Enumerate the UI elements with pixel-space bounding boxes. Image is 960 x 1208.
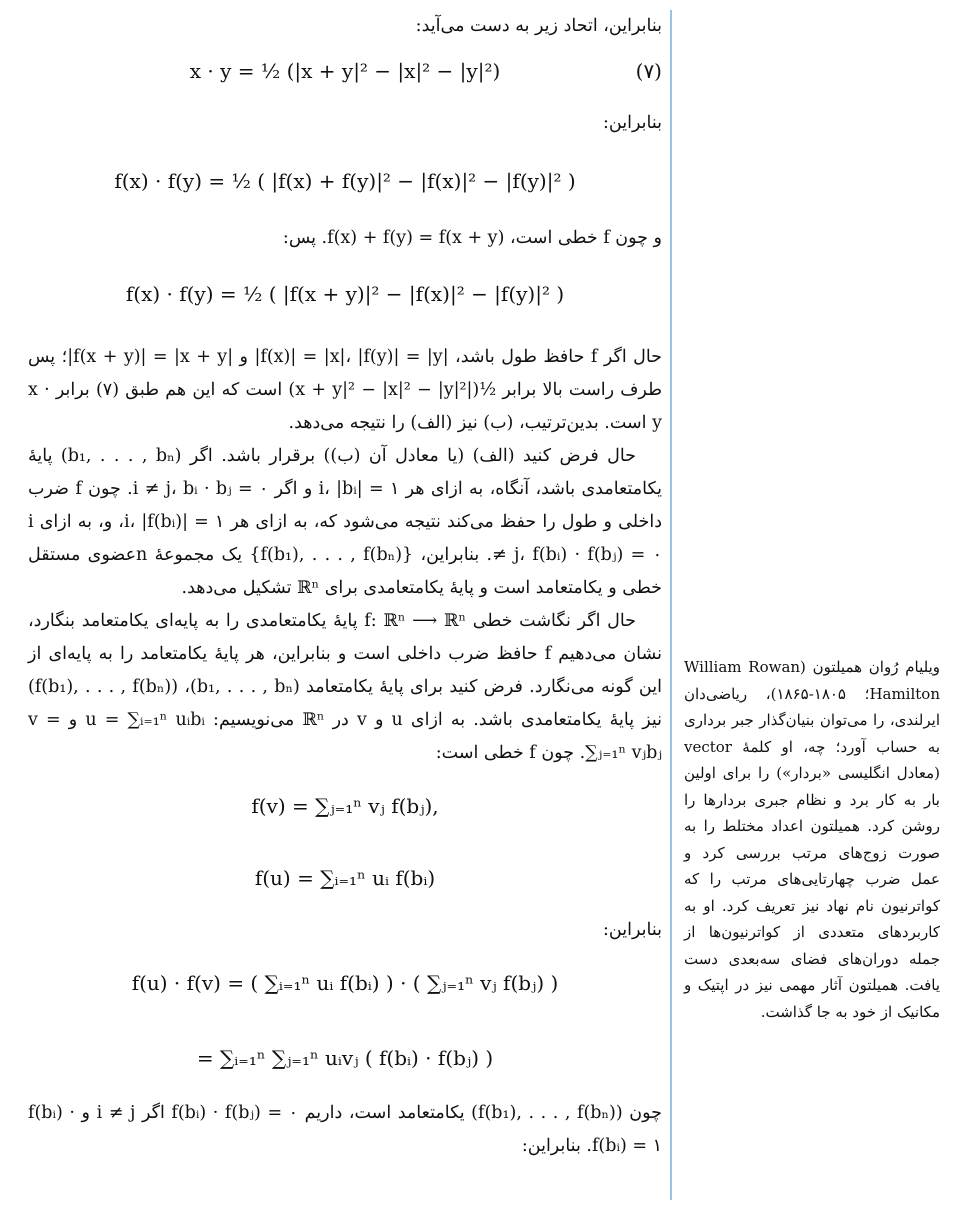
equation-double-sum: = ∑ᵢ₌₁ⁿ ∑ⱼ₌₁ⁿ uᵢvⱼ ( f(bᵢ) · f(bⱼ) ) [196, 1046, 494, 1070]
paragraph-identity-intro: بنابراین، اتحاد زیر به دست می‌آید: [415, 16, 662, 36]
paragraph-orthonormal-basis: حال فرض کنید (الف) (یا معادل آن (ب)) برقرار باشد. اگر (b₁, . . . , bₙ) پایهٔ یکامتعامدی باشد، آنگاه، به ازای هر i، |bᵢ| = ۱ و اگر i ≠ j، bᵢ · bⱼ = ۰. چون f ضرب داخلی و طول را حفظ می‌کند نتیجه می‌شود که، به ازای هر i، |f(bᵢ)| = ۱، و، به ازای i ≠ j، f(bᵢ) · f(bⱼ) = ۰. بنابراین، {f(b₁), . . . , f(bₙ)} یک مجموعهٔ nعضوی مستقل خطی و یکامتعامد است و پایهٔ یکامتعامدی برای ℝⁿ تشکیل می‌دهد. [28, 446, 662, 598]
equation-7-body: x · y = ½ (|x + y|² − |x|² − |y|²) [189, 59, 501, 83]
sidebar-note [684, 654, 940, 1025]
equation-fu-fv: f(u) · f(v) = ( ∑ᵢ₌₁ⁿ uᵢ f(bᵢ) ) · ( ∑ⱼ₌₁ⁿ vⱼ f(bⱼ) ) [131, 971, 559, 995]
equation-fx-fy-a: f(x) · f(y) = ½ ( |f(x) + f(y)|² − |f(x)|² − |f(y)|² ) [114, 169, 576, 193]
paragraph-conclusion: چون (f(b₁), . . . , f(bₙ)) یکامتعامد است، داریم f(bᵢ) · f(bⱼ) = ۰ اگر i ≠ j و f(bᵢ) · f(bᵢ) = ۱. بنابراین: [28, 1103, 662, 1156]
hamilton-biography: ویلیام رُوان همیلتون (William Rowan Hamilton؛ ۱۸۰۵-۱۸۶۵)، ریاضی‌دان ایرلندی، را می‌توان بنیان‌گذار جبر برداری به حساب آورد؛ چه، او کلمهٔ vector (معادل انگلیسی «بردار») را برای اولین بار به کار برد و نظام جبری بردارها را روشن کرد. همیلتون اعداد مختلط را به صورت زوج‌های مرتب بررسی کرد و عمل ضرب چهارتایی‌های مرتب را که کواترنیون نام نهاد نیز تعریف کرد. او به کاربردهای متعددی از کواترنیون‌ها از جمله دوران‌های فضای سه‌بعدی دست یافت. همیلتون آثار مهمی نیز در اپتیک و مکانیک از خود به جا گذاشت. [684, 658, 940, 1021]
equation-fx-fy-b: f(x) · f(y) = ½ ( |f(x + y)|² − |f(x)|² − |f(y)|² ) [125, 282, 565, 306]
paragraph-length-preserving: حال اگر f حافظ طول باشد، |f(x)| = |x|، |f(y)| = |y| و |f(x + y)| = |x + y|؛ پس طرف راست بالا برابر ½(|x + y|² − |x|² − |y|²) است که این هم طبق (۷) برابر x · y است. بدین‌ترتیب، (ب) نیز (الف) را نتیجه می‌دهد. [28, 347, 663, 433]
equation-7-number: (۷) [635, 59, 662, 83]
paragraph-linear-map: حال اگر نگاشت خطی f: ℝⁿ ⟶ ℝⁿ پایهٔ یکامتعامدی را به پایه‌ای یکامتعامد بنگارد، نشان می‌دهیم f حافظ ضرب داخلی است و بنابراین، هر پایهٔ یکامتعامد را به پایه‌ای از این گونه می‌نگارد. فرض کنید برای پایهٔ یکامتعامد (b₁, . . . , bₙ)، (f(b₁), . . . , f(bₙ)) نیز پایهٔ یکامتعامدی باشد. به ازای u و v در ℝⁿ می‌نویسیم: u = ∑ᵢ₌₁ⁿ uᵢbᵢ و v = ∑ⱼ₌₁ⁿ vⱼbⱼ. چون f خطی است: [28, 611, 662, 763]
margin-rule [670, 10, 672, 1200]
paragraph-linear: و چون f خطی است، f(x) + f(y) = f(x + y). پس: [282, 228, 662, 248]
equation-7 [28, 43, 662, 99]
paragraph-therefore-2: بنابراین: [603, 920, 662, 940]
main-column [28, 10, 662, 1163]
paragraph-therefore-1: بنابراین: [603, 113, 662, 133]
equation-fv: f(v) = ∑ⱼ₌₁ⁿ vⱼ f(bⱼ), [251, 794, 439, 818]
equation-fu: f(u) = ∑ᵢ₌₁ⁿ uᵢ f(bᵢ) [254, 866, 436, 890]
